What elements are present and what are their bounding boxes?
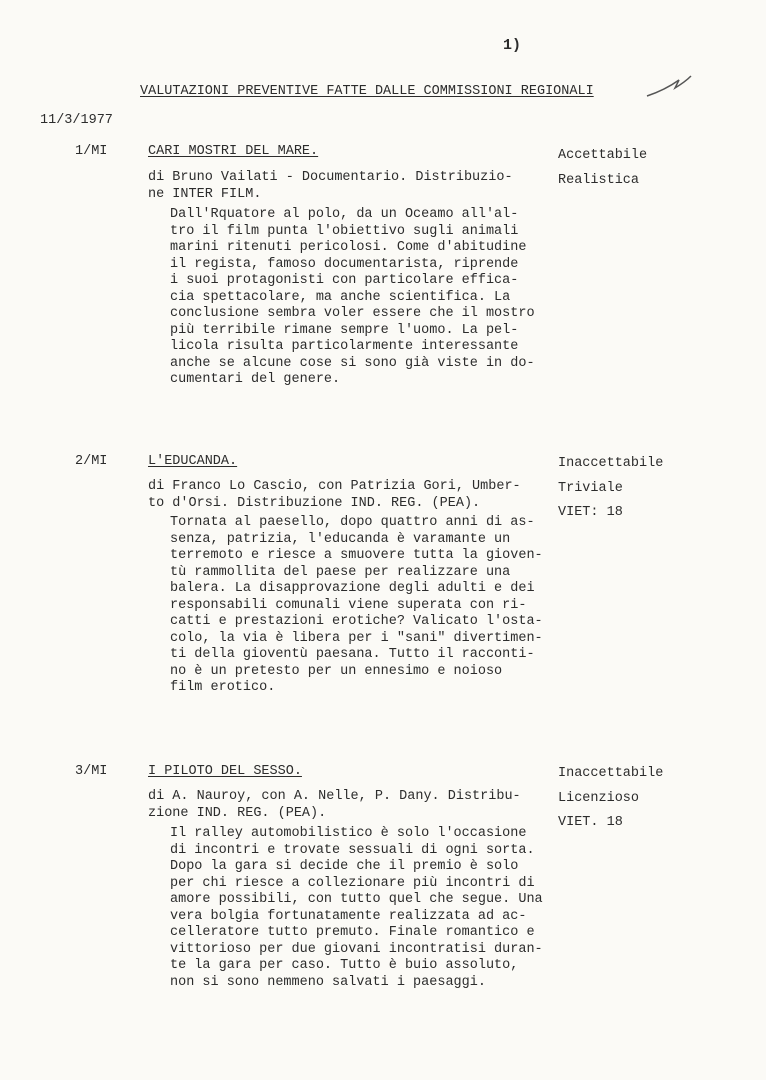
film-review: Tornata al paesello, dopo quattro anni di as- senza, patrizia, l'educanda è varamante un terremoto e riesce a smuovere tutta la gioven- tù rammollita del paese per realizzare una balera. La disapprovazione degli adulti e dei responsabili comunali viene superata con ri- catti e prestazioni erotiche? Valicato l'osta- colo, la via è libera per i "sani" divertimen- ti della gioventù paesana. Tutto il racconti- no è un pretesto per un ennesimo e noioso film erotico.	[170, 515, 543, 695]
film-rating: Accettabile Realistica	[558, 148, 648, 188]
film-review: Il ralley automobilistico è solo l'occasione di incontri e trovate sessuali di ogni sorta. Dopo la gara si decide che il premio è solo per chi riesce a collezionare più incontri di amore possibili, con tutto quel che segue. Una vera bolgia fortunatamente realizzata ad ac- celleratore tutto premuto. Finale romantico e vittorioso per due giovani incontratisi duran- te la gara per caso. Tutto è buio assoluto, non si sono nemmeno salvati i paesaggi.	[170, 826, 543, 990]
document-title: VALUTAZIONI PREVENTIVE FATTE DALLE COMMISSIONI REGIONALI	[140, 84, 594, 99]
page-number: 1)	[503, 37, 522, 54]
film-byline: di Franco Lo Cascio, con Patrizia Gori, Umber- to d'Orsi. Distribuzione IND. REG. (PEA).	[148, 479, 521, 511]
film-byline: di A. Nauroy, con A. Nelle, P. Dany. Distribu- zione IND. REG. (PEA).	[148, 789, 521, 821]
entry-code: 3/MI	[75, 764, 108, 779]
entry-code: 2/MI	[75, 454, 108, 469]
film-title: L'EDUCANDA.	[148, 454, 238, 469]
handwritten-mark	[645, 70, 695, 100]
film-review: Dall'Rquatore al polo, da un Oceamo all'al- tro il film punta l'obiettivo sugli animali marini ritenuti pericolosi. Come d'abitudine il regista, famoso documentarista, riprende i suoi protagonisti con particolare effica- cia spettacolare, ma anche scientifica. La conclusione sembra voler essere che il mostro più terribile rimane sempre l'uomo. La pel- licola risulta particolarmente interessante anche se alcune cose si sono già viste in do- cumentari del genere.	[170, 207, 535, 387]
film-byline: di Bruno Vailati - Documentario. Distribuzio- ne INTER FILM.	[148, 170, 513, 202]
film-title: I PILOTO DEL SESSO.	[148, 764, 302, 779]
film-rating: Inaccettabile Licenzioso VIET. 18	[558, 766, 664, 830]
film-title: CARI MOSTRI DEL MARE.	[148, 144, 319, 159]
document-date: 11/3/1977	[40, 113, 113, 128]
film-rating: Inaccettabile Triviale VIET: 18	[558, 456, 664, 520]
entry-code: 1/MI	[75, 144, 108, 159]
